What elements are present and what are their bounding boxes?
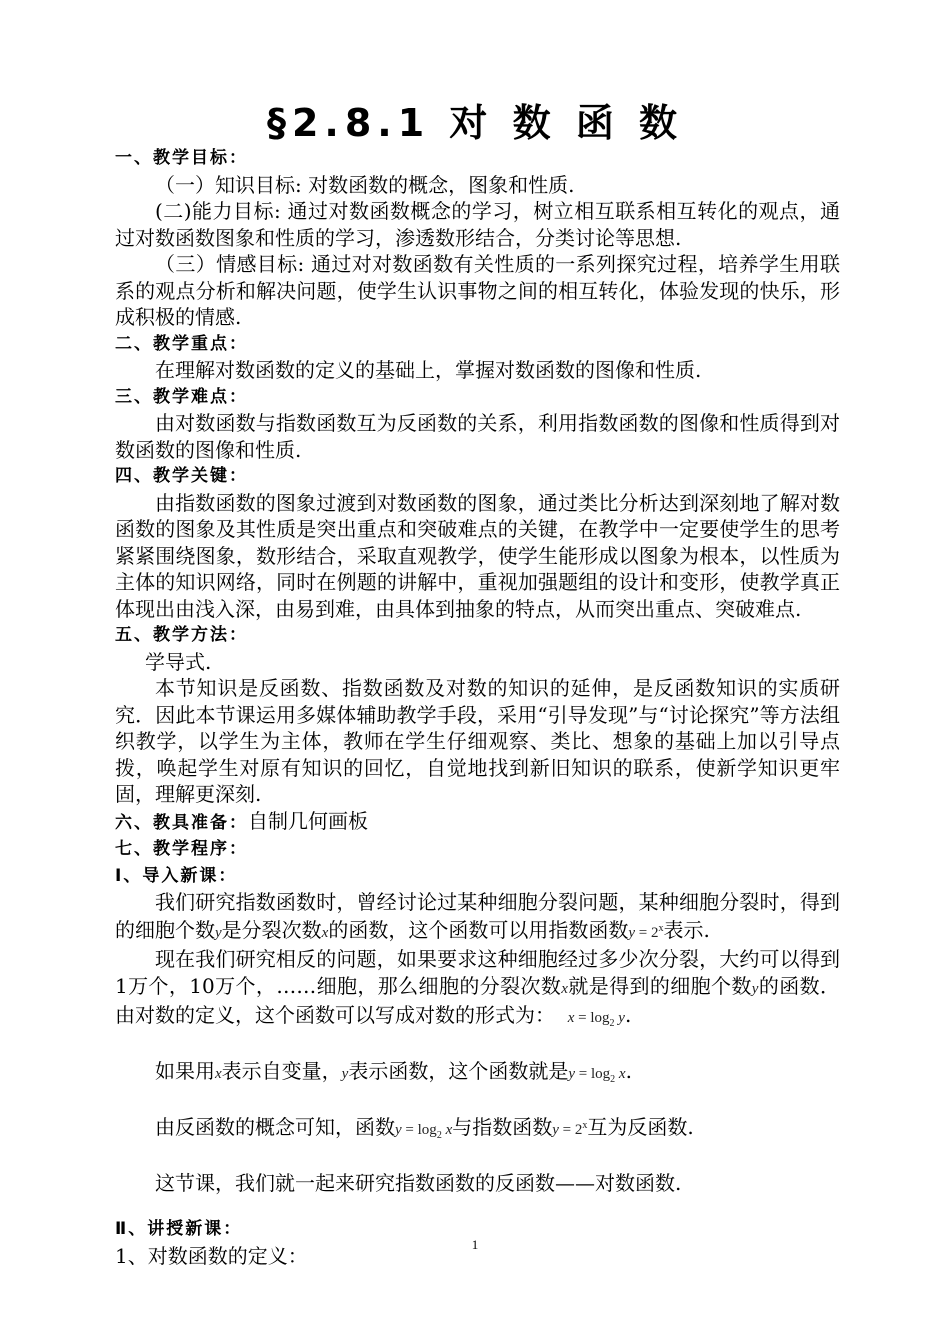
teaching-aids-text: 自制几何画板 [248,808,368,833]
paragraph: （一）知识目标: 对数函数的概念，图象和性质. [155,172,575,197]
paragraph: 我们研究指数函数时，曾经讨论过某种细胞分裂问题，某种细胞分裂时，得到的细胞个数y是分裂次数x的函数，这个函数可以用指数函数$y = 2^x$表示. [115,890,840,942]
paragraph: 本节知识是反函数、指数函数及对数的知识的延伸，是反函数知识的实质研究．因此本节课运用多媒体辅助教学手段，采用“引导发现”与“讨论探究”等方法组织教学，以学生为主体，教师在学生仔细观察、类比、想象的基础上加以引导点拨，唤起学生对原有知识的回忆，自觉地找到新旧知识的联系，使新学知识更牢固，理解更深刻. [115,676,840,806]
paragraph: (二)能力目标: 通过对数函数概念的学习，树立相互联系相互转化的观点，通过对数函数图象和性质的学习，渗透数形结合，分类讨论等思想. [115,199,840,250]
section-heading-procedure: 七、教学程序： [115,839,248,859]
section-heading-key-points: 二、教学重点： [115,333,248,354]
paragraph: （三）情感目标: 通过对对数函数有关性质的一系列探究过程，培养学生用联系的观点分析和解决问题，使学生认识事物之间的相互转化，体验发现的快乐，形成积极的情感. [115,252,840,329]
formula-log-x: $x = \log_2 y$ [567,1010,625,1029]
paragraph: 学导式. [145,649,212,674]
paragraph: 由反函数的概念可知，函数$y = \log_2 x$与指数函数$y = 2^x$互为反函数. [155,1115,694,1141]
paragraph: 这节课，我们就一起来研究指数函数的反函数——对数函数. [155,1170,682,1195]
paragraph: 由指数函数的图象过渡到对数函数的图象，通过类比分析达到深刻地了解对数函数的图象及其性质是突出重点和突破难点的关键，在教学中一定要使学生的思考紧紧围绕图象，数形结合，采取直观教学，使学生能形成以图象为根本，以性质为主体的知识网络，同时在例题的讲解中，重视加强题组的设计和变形，使教学真正体现出由浅入深，由易到难，由具体到抽象的特点，从而突出重点、突破难点. [115,490,840,621]
section-heading-methods: 五、教学方法： [115,625,248,645]
formula-log-y: $y = \log_2 x$ [568,1065,626,1085]
formula-exponential: $y = 2^x$ [552,1120,588,1138]
section-heading-objectives: 一、教学目标： [115,148,248,168]
formula-log-y: $y = \log_2 x$ [395,1122,453,1141]
paragraph: 在理解对数函数的定义的基础上，掌握对数函数的图像和性质. [155,358,702,382]
formula-exponential: $y = 2^x$ [628,922,664,941]
paragraph: 由对数函数与指数函数互为反函数的关系，利用指数函数的图像和性质得到对数函数的图像和性质. [115,411,840,462]
page-title: §2.8.1 对 数 函 数 [266,101,684,145]
paragraph: 现在我们研究相反的问题，如果要求这种细胞经过多少次分裂，大约可以得到1万个，10万个，……细胞，那么细胞的分裂次数x就是得到的细胞个数y的函数．由对数的定义，这个函数可以写成对数的形式为： $x = \log_2 y$. [115,947,841,1029]
subsection-heading-new-lesson: Ⅱ、讲授新课： [115,1219,243,1239]
paragraph: 1、对数函数的定义： [115,1243,308,1268]
section-heading-key: 四、教学关键： [115,466,248,486]
paragraph: 如果用x表示自变量，y表示函数，这个函数就是$y = \log_2 x$. [155,1058,632,1085]
subsection-heading-intro: Ⅰ、导入新课： [115,865,238,886]
section-heading-difficulties: 三、教学难点： [115,386,248,407]
document-body [115,145,840,1269]
teaching-aids-line [115,808,840,837]
page-number: 1 [471,1237,479,1252]
section-heading-aids: 六、教具准备： [115,812,248,833]
